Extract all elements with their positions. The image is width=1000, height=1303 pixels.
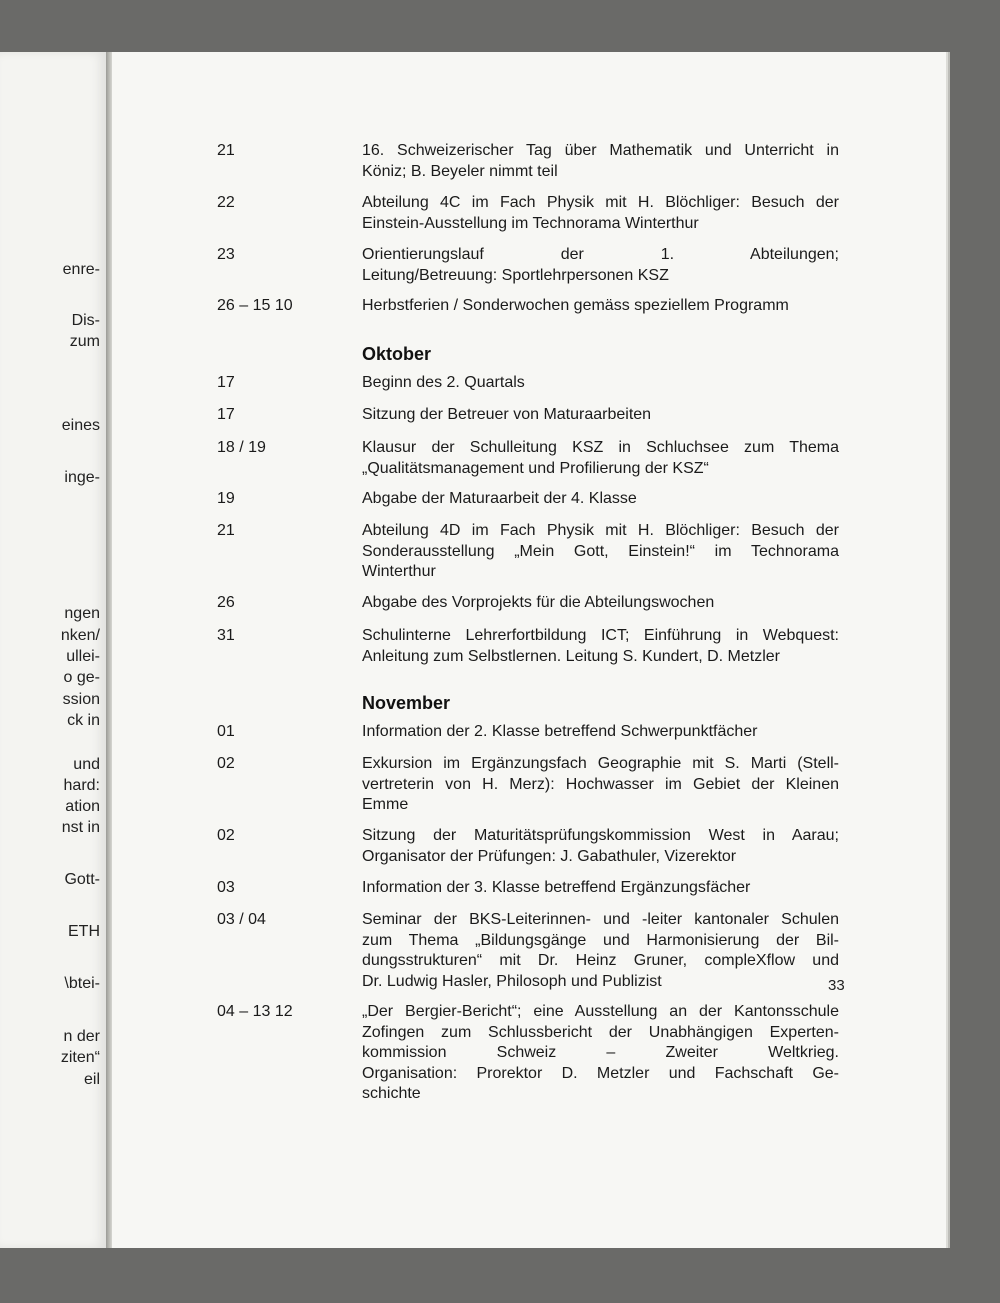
left-page-fragment: ck in	[67, 712, 100, 729]
left-page-fragment: ngen	[64, 605, 100, 622]
entry-text-line: Emme	[362, 796, 409, 813]
entry-text-line: 16. Schweizerischer Tag über Mathematik und Unterricht in	[362, 142, 839, 159]
entry-text-line: schichte	[362, 1085, 421, 1102]
entry-text	[362, 438, 839, 479]
entry-text	[362, 373, 839, 394]
entry-text-line: Abteilung 4C im Fach Physik mit H. Blöchliger: Besuch der	[362, 194, 839, 211]
entry-text-line: Winterthur	[362, 563, 436, 580]
entry-text-line: „Der Bergier-Bericht“; eine Ausstellung an der Kantonsschule	[362, 1003, 839, 1020]
left-page-fragment: o ge-	[63, 669, 100, 686]
entry-text-line: Einstein-Ausstellung im Technorama Winterthur	[362, 214, 699, 232]
entry-text-line: Sitzung der Betreuer von Maturaarbeiten	[362, 406, 652, 423]
entry-date: 21	[217, 142, 235, 159]
entry-text	[362, 1002, 839, 1105]
month-heading-november: November	[362, 693, 451, 713]
left-page-fragment: n der	[63, 1028, 100, 1045]
entry-date: 02	[217, 827, 235, 844]
entry-text-line: dungsstrukturen“ mit Dr. Heinz Gruner, compleXflow und	[362, 952, 839, 969]
entry-text-line: vertreterin von H. Merz): Hochwasser im Gebiet der Kleinen	[362, 775, 839, 793]
page-number: 33	[828, 977, 845, 994]
entry-text	[362, 405, 839, 426]
right-page	[112, 52, 946, 1248]
entry-text	[362, 754, 839, 816]
entry-text-line: Organisator der Prüfungen: J. Gabathuler, Vizerektor	[362, 847, 737, 865]
entry-date: 02	[217, 755, 235, 772]
left-page-fragment: eines	[61, 417, 100, 434]
entry-date: 18 / 19	[217, 439, 266, 456]
left-page-fragment: nst in	[61, 819, 100, 836]
entry-text-line: Orientierungslauf der 1. Abteilungen;	[362, 246, 839, 263]
left-page-fragment: \btei-	[64, 975, 100, 992]
entry-text-line: Zofingen zum Schlussbericht der Unabhängigen Experten-	[362, 1023, 839, 1041]
entry-date: 03 / 04	[217, 911, 266, 928]
entry-text-line: Herbstferien / Sonderwochen gemäss speziellem Programm	[362, 297, 789, 314]
entry-date: 17	[217, 406, 235, 423]
left-page-fragment: und	[73, 756, 100, 773]
entry-text	[362, 193, 839, 234]
left-page-fragment: ation	[65, 798, 100, 815]
left-page-fragment: Gott-	[64, 871, 100, 888]
entry-text-line: Abgabe des Vorprojekts für die Abteilungswochen	[362, 594, 715, 611]
entry-text-line: zum Thema „Bildungsgänge und Harmonisierung der Bil-	[362, 931, 839, 949]
entry-text	[362, 245, 839, 286]
left-page-fragment: nken/	[60, 627, 100, 644]
entry-date: 26	[217, 594, 235, 611]
entry-text-line: Abteilung 4D im Fach Physik mit H. Blöchliger: Besuch der	[362, 522, 839, 539]
entry-text-line: Abgabe der Maturaarbeit der 4. Klasse	[362, 490, 637, 507]
left-page-fragment: hard:	[63, 777, 100, 794]
entry-text-line: Köniz; B. Beyeler nimmt teil	[362, 162, 558, 180]
entry-date: 26 – 15 10	[217, 297, 293, 314]
entry-text-line: Beginn des 2. Quartals	[362, 374, 525, 391]
entry-text-line: Organisation: Prorektor D. Metzler und Fachschaft Ge-	[362, 1064, 839, 1082]
entry-text	[362, 521, 839, 583]
left-page-fragment: eil	[83, 1071, 100, 1088]
entry-text-line: Klausur der Schulleitung KSZ in Schluchsee zum Thema	[362, 439, 839, 456]
entry-text-line: „Qualitätsmanagement und Profilierung der KSZ“	[362, 459, 709, 477]
left-page-fragment: ziten“	[60, 1049, 100, 1066]
entry-date: 22	[217, 194, 235, 211]
entry-date: 04 – 13 12	[217, 1003, 293, 1020]
left-page-fragment: Dis-	[71, 312, 100, 329]
entry-text-line: Schulinterne Lehrerfortbildung ICT; Einführung in Webquest:	[362, 627, 839, 644]
left-page	[0, 52, 107, 1248]
entry-text	[362, 593, 839, 614]
entry-date: 23	[217, 246, 235, 263]
left-page-fragment: zum	[69, 333, 100, 350]
entry-text-line: Leitung/Betreuung: Sportlehrpersonen KSZ	[362, 266, 669, 284]
entry-text	[362, 489, 839, 510]
entry-text	[362, 296, 839, 317]
entry-text	[362, 626, 839, 667]
entry-text-line: Information der 3. Klasse betreffend Ergänzungsfächer	[362, 879, 751, 896]
entry-date: 31	[217, 627, 235, 644]
entry-date: 03	[217, 879, 235, 896]
entry-date: 17	[217, 374, 235, 391]
entry-text-line: Seminar der BKS-Leiterinnen- und -leiter kantonaler Schulen	[362, 911, 839, 928]
month-heading-oktober: Oktober	[362, 344, 432, 364]
entry-date: 19	[217, 490, 235, 507]
entry-text-line: Dr. Ludwig Hasler, Philosoph und Publizist	[362, 972, 662, 990]
entry-text	[362, 141, 839, 182]
entry-text-line: Information der 2. Klasse betreffend Schwerpunktfächer	[362, 723, 758, 740]
left-page-fragment: ullei-	[66, 648, 100, 665]
entry-date: 21	[217, 522, 235, 539]
entry-text	[362, 826, 839, 867]
left-page-fragment: inge-	[64, 469, 100, 486]
left-page-fragment: enre-	[62, 261, 100, 278]
entry-text-line: Anleitung zum Selbstlernen. Leitung S. Kundert, D. Metzler	[362, 647, 780, 665]
entry-text-line: Exkursion im Ergänzungsfach Geographie mit S. Marti (Stell-	[362, 755, 839, 772]
entry-text-line: kommission Schweiz – Zweiter Weltkrieg.	[362, 1044, 839, 1061]
entry-text-line: Sonderausstellung „Mein Gott, Einstein!“ im Technorama	[362, 542, 839, 560]
entry-text	[362, 878, 839, 899]
entry-text	[362, 910, 839, 992]
left-page-fragment: ETH	[68, 923, 100, 940]
left-page-fragment: ssion	[62, 691, 100, 708]
entry-text-line: Sitzung der Maturitätsprüfungskommission West in Aarau;	[362, 827, 839, 844]
entry-date: 01	[217, 723, 235, 740]
entry-text	[362, 722, 839, 743]
